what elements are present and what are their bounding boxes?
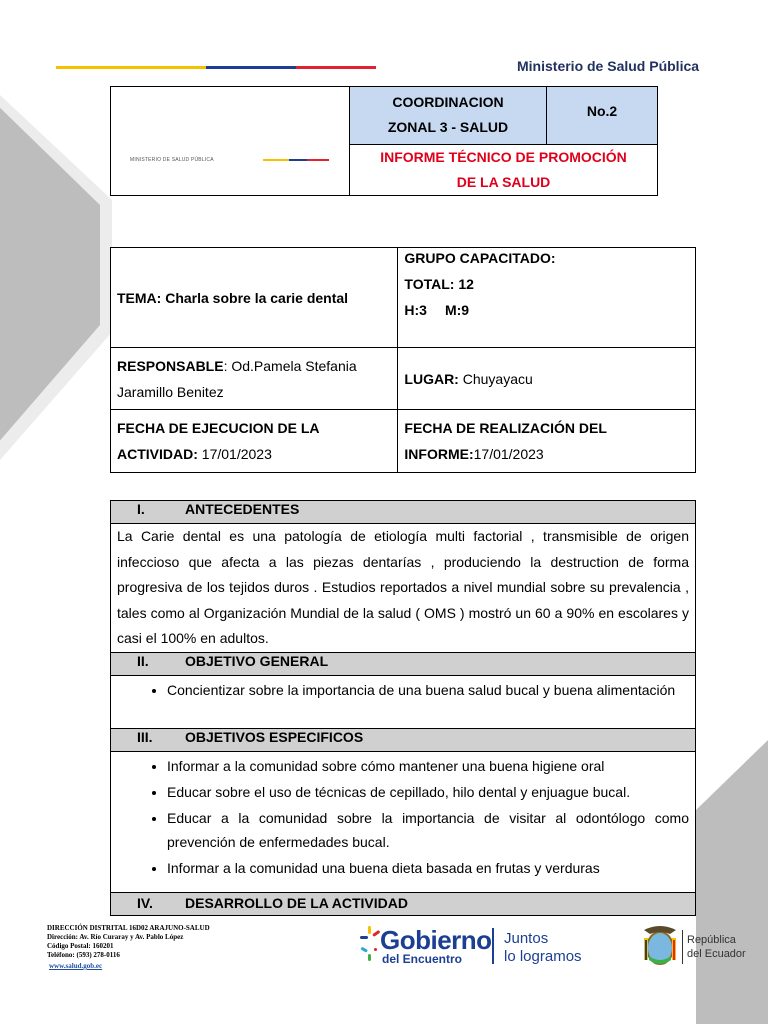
small-logo-cell: [111, 87, 350, 196]
list-item: • Informar a la comunidad una buena dieta basada en frutas y verduras: [167, 856, 689, 880]
section-objetivo-general-header: [111, 653, 696, 676]
objetivo-general-body: [111, 676, 696, 729]
republica-line-1: República: [687, 934, 736, 946]
section-antecedentes-header: [111, 501, 696, 524]
flag-line-red: [296, 66, 376, 69]
slogan-line-2: lo logramos: [504, 948, 582, 965]
antecedentes-text: La Carie dental es una patología de etiología multi factorial , transmisible de origen infeccioso que afecta a las piezas dentarías , produciendo la destruction de forma progresiva de los tejidos duros . Estudios reportados a nivel mundial sobre su prevalencia , tales como al Organización Mundial de la salud ( OMS ) mostró un 60 a 90% en escolares y casi el 100% en adultos.: [111, 524, 696, 653]
report-number: No.2: [586, 103, 618, 119]
small-logo-label: MINISTERIO DE SALUD PÚBLICA: [130, 157, 214, 163]
objetivo-general-list: [117, 678, 689, 702]
header-table: [110, 86, 658, 196]
lugar-cell: [398, 348, 696, 410]
fecha-informe-cell: [398, 410, 696, 473]
grupo-cell: [398, 248, 696, 348]
footer-line-postal: Código Postal: 160201: [47, 942, 114, 950]
republica-divider: [682, 930, 683, 964]
list-item: • Informar a la comunidad sobre cómo mantener una buena higiene oral: [167, 754, 689, 778]
objetivos-especificos-body: [111, 752, 696, 893]
tema-value: Charla sobre la carie dental: [165, 289, 349, 306]
flag-line-yellow: [56, 66, 206, 69]
section-4-number: IV.: [137, 895, 153, 911]
footer-address: [47, 924, 210, 971]
website-link[interactable]: www.salud.gob.ec: [49, 962, 103, 970]
small-logo-bar-yellow: [263, 159, 289, 161]
small-logo-bar-red: [307, 159, 329, 161]
grupo-mujeres: M:9: [444, 302, 470, 318]
section-3-title: OBJETIVOS ESPECIFICOS: [185, 729, 364, 745]
body-table: [110, 500, 696, 916]
list-item: • Concientizar sobre la importancia de una buena salud bucal y buena alimentación: [167, 678, 689, 702]
lugar-value: Chuyayacu: [458, 370, 533, 387]
fecha-ejecucion-label: FECHA DE EJECUCION DE LA ACTIVIDAD:: [117, 420, 319, 462]
fecha-informe-label: FECHA DE REALIZACIÓN DEL INFORME:: [404, 420, 607, 462]
report-title-line-1: INFORME TÉCNICO DE PROMOCIÓN: [380, 148, 627, 165]
footer-line-phone: Teléfono: (593) 278-0116: [47, 951, 120, 959]
coordination-line-1: COORDINACION: [392, 94, 504, 111]
coordination-line-2: ZONAL 3 - SALUD: [387, 119, 509, 136]
info-table: [110, 247, 696, 473]
coat-of-arms-icon: [640, 924, 680, 968]
gobierno-subtitle: del Encuentro: [382, 952, 463, 966]
section-4-title: DESARROLLO DE LA ACTIVIDAD: [185, 895, 408, 911]
number-cell: [547, 87, 658, 145]
tema-cell: [111, 248, 398, 348]
lugar-label: LUGAR:: [404, 370, 459, 387]
fecha-ejecucion-value: 17/01/2023: [197, 446, 272, 462]
section-objetivos-especificos-header: [111, 729, 696, 752]
grupo-hombres: H:3: [404, 302, 427, 318]
flag-line-blue: [206, 66, 296, 69]
grupo-label: GRUPO CAPACITADO:: [404, 250, 556, 266]
section-1-title: ANTECEDENTES: [185, 501, 300, 517]
section-1-number: I.: [137, 501, 145, 517]
footer-line-district: DIRECCIÓN DISTRITAL 16D02 ARAJUNO-SALUD: [47, 924, 210, 932]
section-2-title: OBJETIVO GENERAL: [185, 653, 329, 669]
gobierno-divider: [492, 928, 494, 964]
responsable-value: : Od.Pamela Stefania Jaramillo Benitez: [117, 357, 357, 400]
slogan-line-1: Juntos: [504, 930, 549, 947]
tema-label: TEMA:: [117, 289, 162, 306]
coordination-cell: [350, 87, 547, 145]
fecha-informe-value: 17/01/2023: [473, 446, 544, 462]
section-3-number: III.: [137, 729, 153, 745]
small-logo-bar-blue: [289, 159, 307, 161]
section-2-number: II.: [137, 653, 149, 669]
republica-logo: [640, 924, 760, 970]
report-title-cell: [350, 144, 658, 195]
responsable-label: RESPONSABLE: [117, 357, 224, 374]
republica-line-2: del Ecuador: [687, 948, 746, 960]
gobierno-wordmark: Gobierno: [380, 925, 492, 955]
footer-line-address: Dirección: Av. Río Curaray y Av. Pablo López: [47, 933, 184, 941]
report-title-line-2: DE LA SALUD: [456, 173, 551, 190]
responsable-cell: [111, 348, 398, 410]
gobierno-logo: [358, 922, 598, 972]
objetivos-especificos-list: [117, 754, 689, 880]
section-desarrollo-header: [111, 893, 696, 916]
list-item: • Educar a la comunidad sobre la importancia de visitar al odontólogo como prevención de enfermedades bucal.: [167, 806, 689, 854]
grupo-total: TOTAL: 12: [404, 276, 474, 292]
ministry-title: Ministerio de Salud Pública: [517, 58, 700, 74]
fecha-ejecucion-cell: [111, 410, 398, 473]
list-item: • Educar sobre el uso de técnicas de cepillado, hilo dental y enjuague bucal.: [167, 780, 689, 804]
